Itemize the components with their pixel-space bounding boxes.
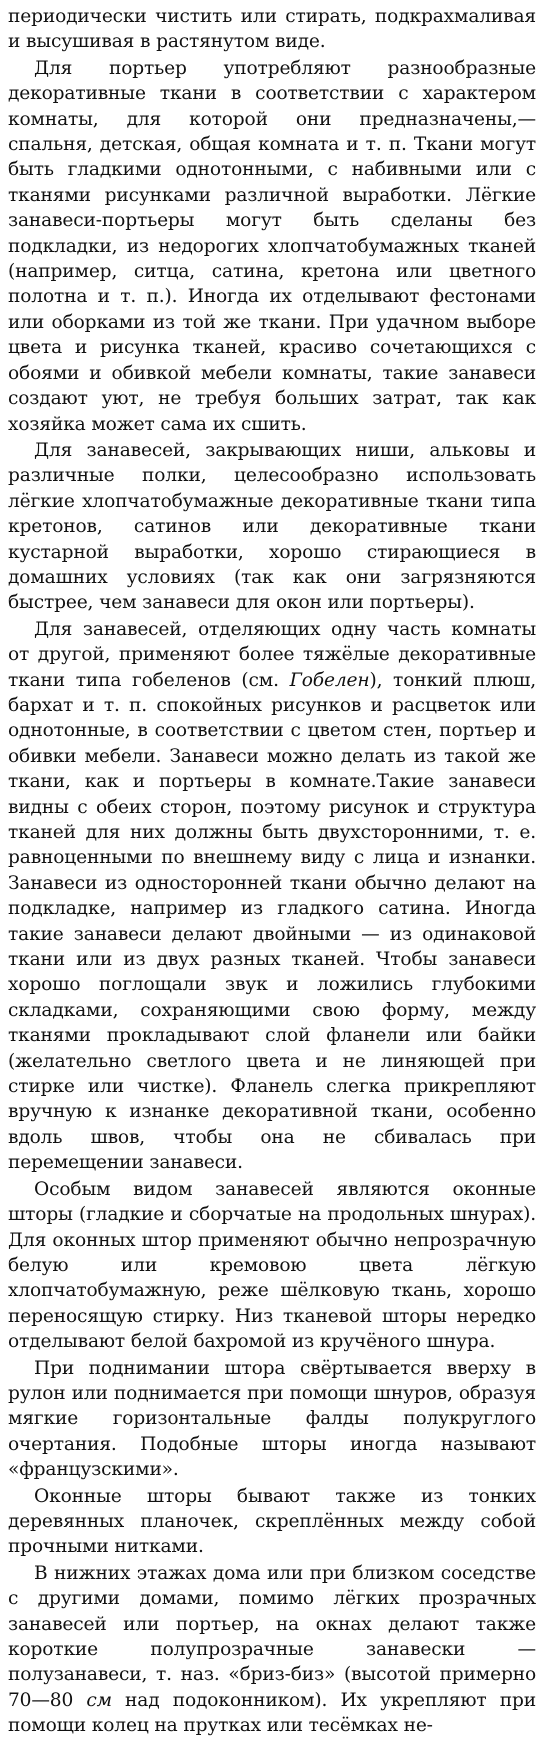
- paragraph-raising-shades: При поднимании штора свёртывается вверху в рулон или поднимается при помощи шнуров, образуя мягкие горизонтальные фалды полукруглого очертания. Подобные шторы иногда называют «французскими».: [8, 1357, 536, 1481]
- paragraph-wooden-shades: Оконные шторы бывают также из тонких деревянных планочек, скреплённых между собой прочными нитками.: [8, 1485, 536, 1558]
- paragraph-text: В нижних этажах дома или при близком соседстве с другими домами, помимо лёгких прозрачных занавесей или портьер, на окнах делают также короткие полупрозрачные занавески — полузанавеси, т. наз. «бриз-биз» (высотой примерно 70—80: [8, 1562, 536, 1711]
- paragraph-text: ), тонкий плюш, бархат и т. п. спокойных рисунков и расцветок или однотонные, в соответствии с цветом стен, портьер и обивки мебели. Занавеси можно делать из такой же ткани, как и портьеры в комнате.Такие занавеси видны с обеих сторон, поэтому рисунок и структура тканей для них должны быть двухсторонними, т. е. равноценными по внешнему виду с лица и изнанки. Занавеси из односторонней ткани обычно делают на подкладке, например из гладкого сатина. Иногда такие занавеси делают двойными — из одинаковой ткани или из двух разных тканей. Чтобы занавеси хорошо поглощали звук и ложились глубокими складками, сохраняющими свою форму, между тканями прокладывают слой фланели или байки (желательно светлого цвета и не линяющей при стирке или чистке). Фланель слегка прикрепляют вручную к изнанке декоративной ткани, особенно вдоль швов, чтобы она не сбивалась при перемещении занавеси.: [8, 669, 536, 1174]
- paragraph-portieres: Для портьер употребляют разнообразные декоративные ткани в соответствии с характером комнаты, для которой они предназначены,— спальня, детская, общая комната и т. п. Ткани могут быть гладкими однотонными, с набивными или с тканями рисунками различной выработки. Лёгкие занавеси-портьеры могут быть сделаны без подкладки, из недорогих хлопчатобумажных тканей (например, ситца, сатина, кретона или цветного полотна и т. п.). Иногда их отделывают фестонами или оборками из той же ткани. При удачном выборе цвета и рисунка тканей, красиво сочетающихся с обоями и обивкой мебели комнаты, такие занавеси создают уют, не требуя больших затрат, так как хозяйка может сама их сшить.: [8, 57, 536, 435]
- unit-italic: см: [86, 1689, 112, 1711]
- paragraph-niche-curtains: Для занавесей, закрывающих ниши, альковы и различные полки, целесообразно использовать лёгкие хлопчатобумажные декоративные ткани типа кретонов, сатинов или декоративные ткани кустарной выработки, хорошо стирающиеся в домашних условиях (так как они загрязняются быстрее, чем занавеси для окон или портьеры).: [8, 439, 536, 614]
- paragraph-window-shades: Особым видом занавесей являются оконные шторы (гладкие и сборчатые на продольных шнурах). Для оконных штор применяют обычно непрозрачную белую или кремовою цвета лёгкую хлопчатобумажную, реже шёлковую ткань, хорошо переносящую стирку. Низ тканевой шторы нередко отделывают белой бахромой из кручёного шнура.: [8, 1178, 536, 1353]
- paragraph-text: Для занавесей, отделяющих одну часть комнаты от другой, применяют более тяжёлые декоративные ткани типа гобеленов (см.: [8, 618, 536, 691]
- paragraph-cafe-curtains: [8, 1561, 536, 1739]
- cross-reference-italic: Гобелен: [289, 669, 370, 691]
- paragraph-text: над подоконником). Их укрепляют при помощи колец на прутках или тесёмках не-: [8, 1689, 536, 1737]
- paragraph-continuation: периодически чистить или стирать, подкрахмаливая и высушивая в растянутом виде.: [8, 6, 536, 53]
- paragraph-room-divider-curtains: [8, 617, 536, 1176]
